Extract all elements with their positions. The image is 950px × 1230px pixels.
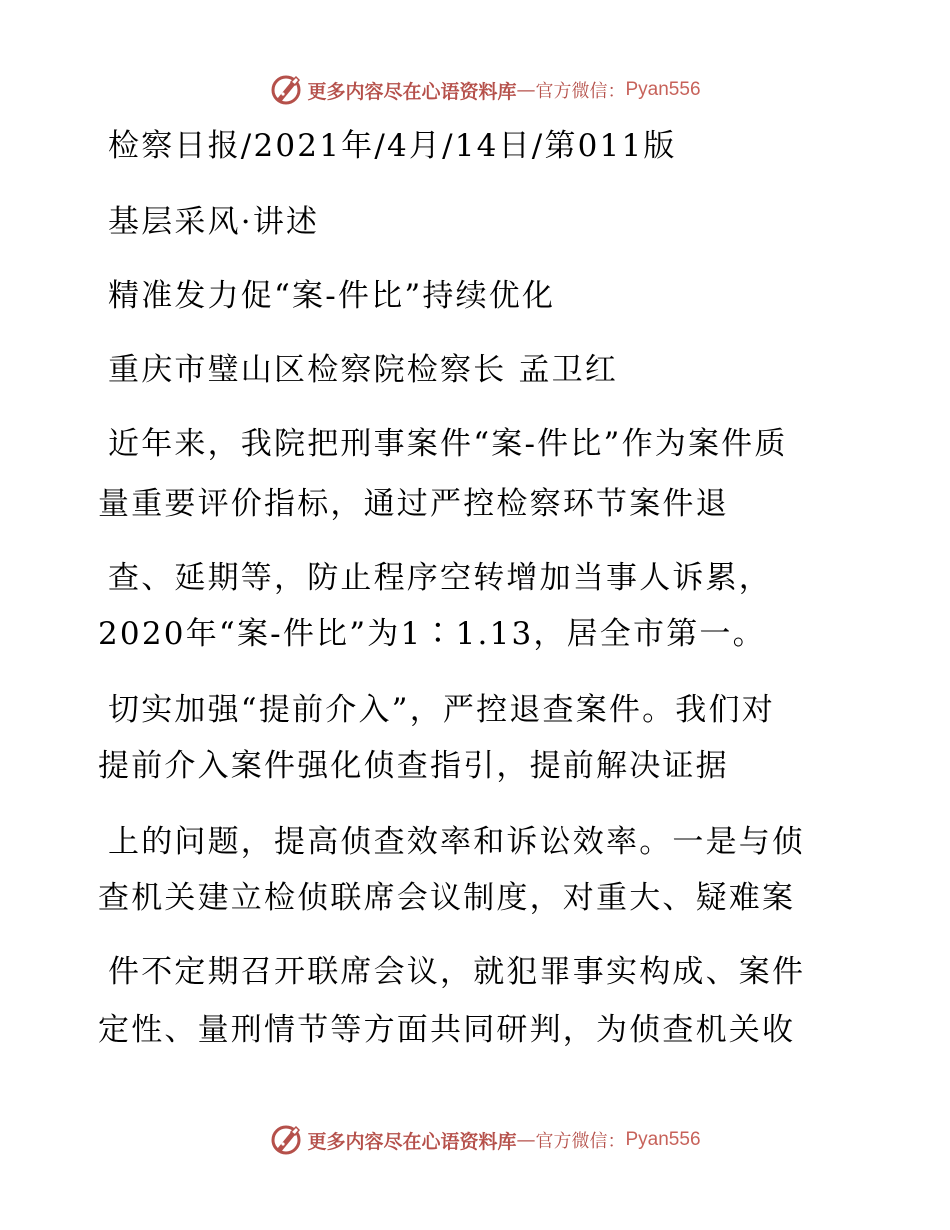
article-author: 重庆市璧山区检察院检察长 孟卫红 [108,352,619,388]
paragraph-line: 近年来，我院把刑事案件“案-件比”作为案件质 [108,426,788,462]
paragraph-line: 量重要评价指标，通过严控检察环节案件退 [98,486,729,522]
paragraph-line: 切实加强“提前介入”，严控退查案件。我们对 [108,692,775,728]
watermark-dash: — [516,79,536,101]
watermark-dash: — [516,1129,536,1151]
watermark-wechat-id: Pyan556 [625,1129,701,1150]
paragraph-line: 提前介入案件强化侦查指引，提前解决证据 [98,748,729,784]
source-line: 检察日报/2021年/4月/14日/第011版 [108,128,677,164]
paragraph-line: 查机关建立检侦联席会议制度，对重大、疑难案 [98,880,796,916]
article-title: 精准发力促“案-件比”持续优化 [108,278,556,314]
header-watermark-content [269,73,700,107]
pen-nib-seal-icon [269,1123,303,1157]
header-watermark [0,70,950,110]
paragraph-line: 2020年“案-件比”为1∶1.13，居全市第一。 [98,616,766,652]
column-name: 基层采风·讲述 [108,204,320,240]
footer-watermark-content [269,1123,700,1157]
paragraph-line: 件不定期召开联席会议，就犯罪事实构成、案件 [108,954,806,990]
watermark-wechat-label: 官方微信： [535,81,626,102]
footer-watermark [0,1120,950,1160]
watermark-main-text: 更多内容尽在心语资料库 [307,80,517,103]
paragraph-line: 上的问题，提高侦查效率和诉讼效率。一是与侦 [108,824,806,860]
watermark-main-text: 更多内容尽在心语资料库 [307,1130,517,1153]
paragraph-line: 定性、量刑情节等方面共同研判，为侦查机关收 [98,1012,796,1048]
watermark-wechat-id: Pyan556 [625,79,701,100]
paragraph-line: 查、延期等，防止程序空转增加当事人诉累， [108,560,772,596]
watermark-wechat-label: 官方微信： [535,1131,626,1152]
pen-nib-seal-icon [269,73,303,107]
